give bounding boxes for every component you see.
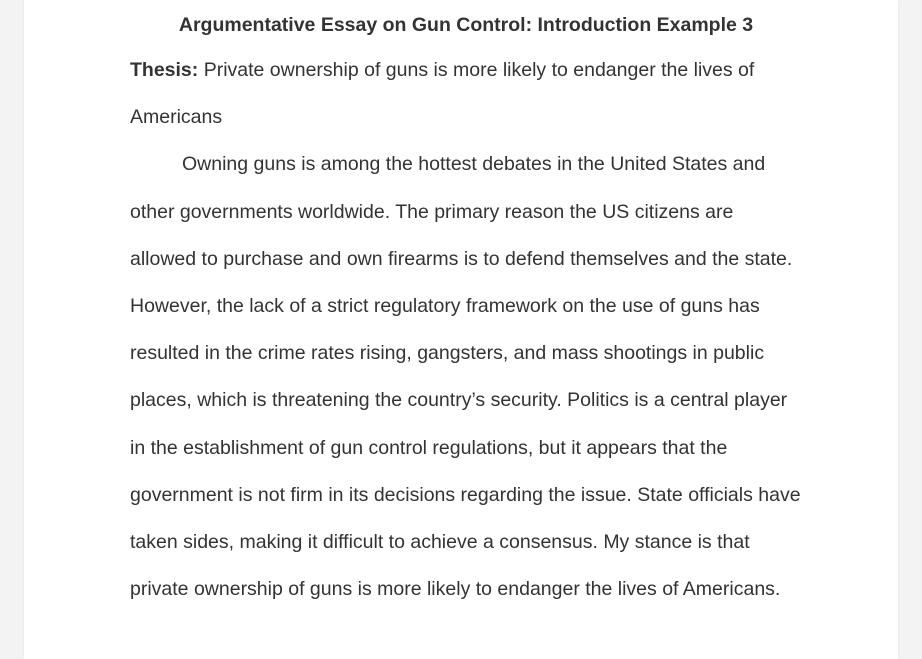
document-page (24, 0, 898, 659)
body-paragraph: Owning guns is among the hottest debates in the United States and other governments worldwide. The primary reason the US citizens are allowed to purchase and own firearms is to defend themselves and the state. However, the lack of a strict regulatory framework on the use of guns has resulted in the crime rates rising, gangsters, and mass shootings in public places, which is threatening the country’s security. Politics is a central player in the establishment of gun control regulations, but it appears that the government is not firm in its decisions regarding the issue. State officials have taken sides, making it difficult to achieve a consensus. My stance is that private ownership of guns is more likely to endanger the lives of Americans. (130, 153, 801, 601)
essay-title: Argumentative Essay on Gun Control: Introduction Example 3 (178, 14, 754, 36)
thesis-statement (130, 47, 802, 141)
thesis-text: Private ownership of guns is more likely to endanger the lives of Americans (130, 59, 755, 129)
thesis-label: Thesis: (130, 59, 199, 81)
document-content (130, 8, 802, 613)
